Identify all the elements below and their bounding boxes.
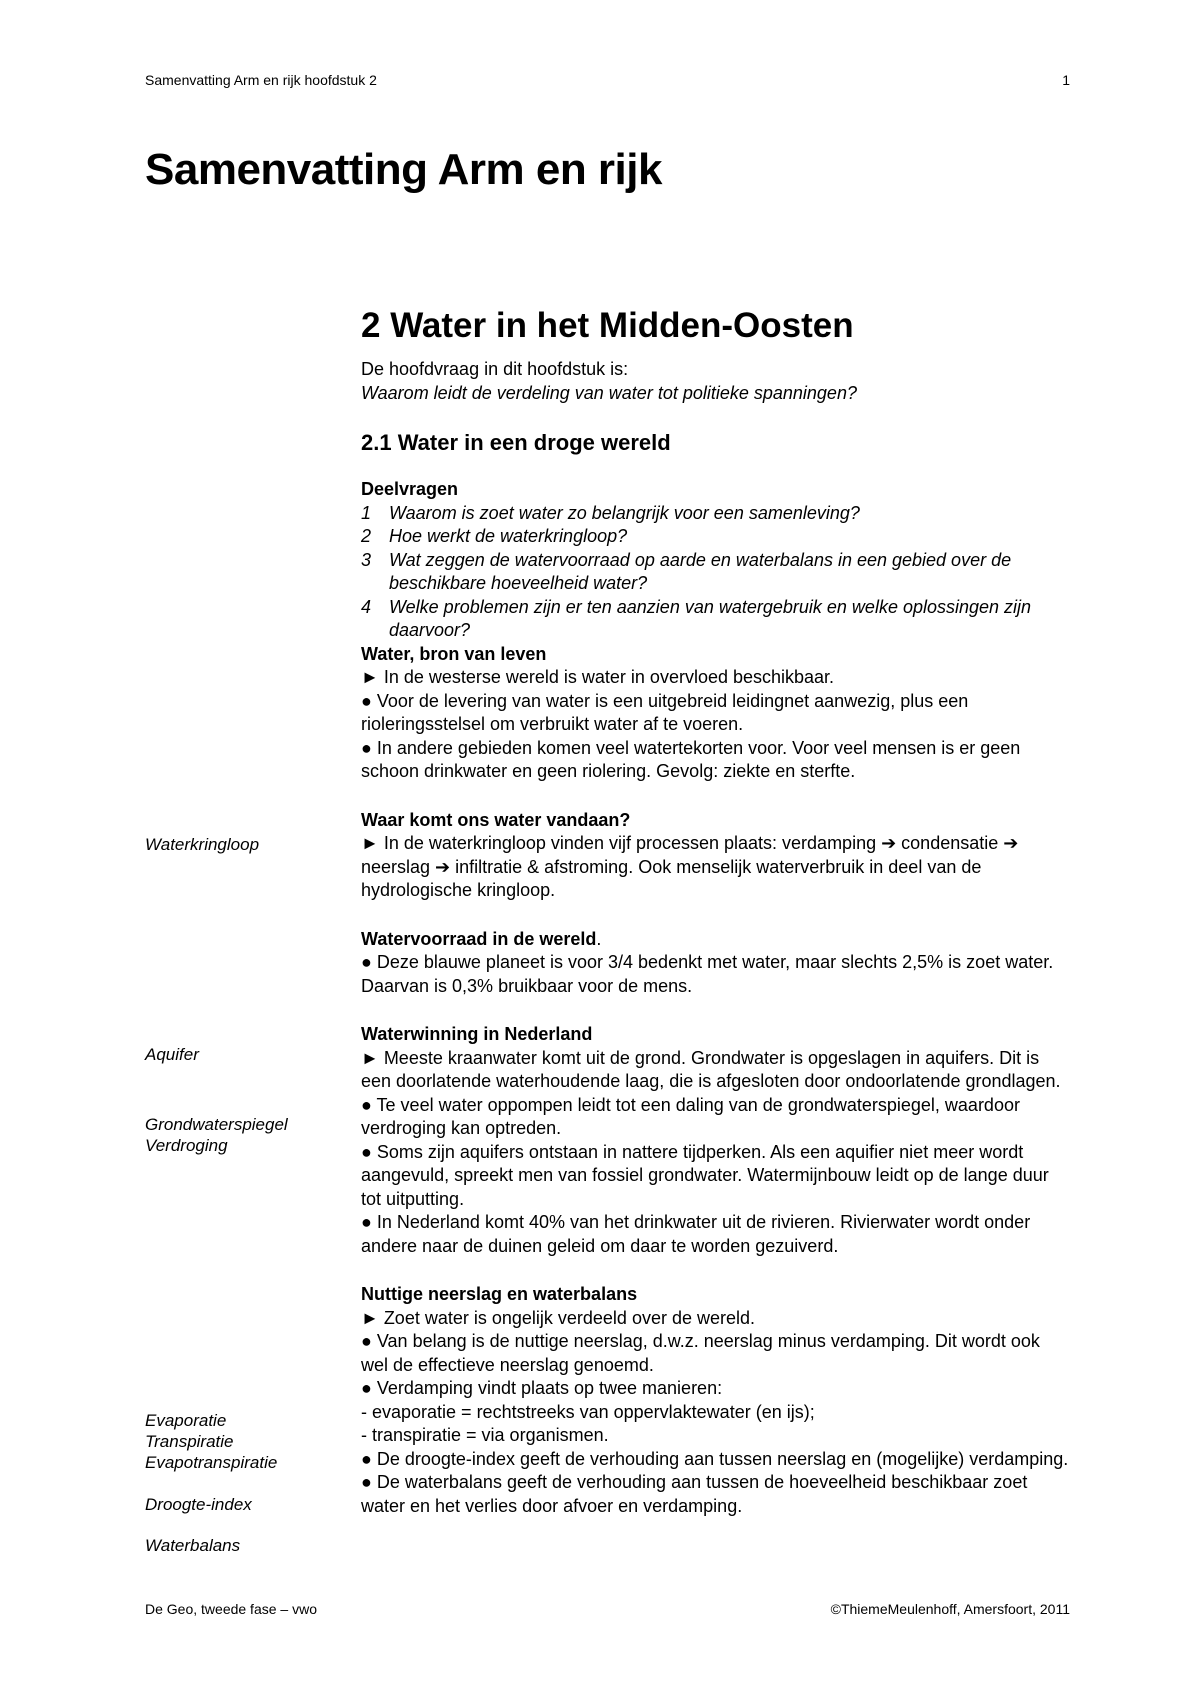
main-content [361, 358, 1071, 1518]
block-heading-bron: Water, bron van leven [361, 643, 547, 664]
margin-term-aquifer: Aquifer [145, 1045, 199, 1064]
block-line: ► Meeste kraanwater komt uit de grond. Grondwater is opgeslagen in aquifers. Dit is een doorlatende waterhoudende laag, die is afgesloten door ondoorlatende grondlagen. [361, 1047, 1061, 1091]
margin-term-transpiratie: Transpiratie [145, 1432, 234, 1451]
block-line: ● Van belang is de nuttige neerslag, d.w.z. neerslag minus verdamping. Dit wordt ook wel de effectieve neerslag genoemd. [361, 1331, 1040, 1375]
block-heading-vandaan: Waar komt ons water vandaan? [361, 809, 631, 830]
margin-term-waterbalans: Waterbalans [145, 1536, 241, 1555]
running-header: Samenvatting Arm en rijk hoofdstuk 2 [145, 72, 377, 88]
block-line: - evaporatie = rechtstreeks van oppervlaktewater (en ijs); [361, 1401, 815, 1422]
margin-term-evaporatie: Evaporatie [145, 1411, 227, 1430]
block-heading-balans: Nuttige neerslag en waterbalans [361, 1284, 638, 1304]
block-line: - transpiratie = via organismen. [361, 1425, 609, 1445]
block-line: ● Te veel water oppompen leidt tot een daling van de grondwaterspiegel, waardoor verdroging kan optreden. [361, 1094, 1020, 1138]
margin-term-droogte-index: Droogte-index [145, 1495, 252, 1514]
block-line: ● Voor de levering van water is een uitgebreid leidingnet aanwezig, plus een rioleringsstelsel om verbruikt water af te voeren. [361, 690, 969, 734]
block-heading-winning: Waterwinning in Nederland [361, 1024, 593, 1044]
deelvraag-item: 2 Hoe werkt de waterkringloop? [361, 526, 628, 546]
main-question: Waarom leidt de verdeling van water tot politieke spanningen? [361, 382, 857, 403]
deelvraag-item: 3 Wat zeggen de watervoorraad op aarde en waterbalans in een gebied over de beschikbare hoeveelheid water? [361, 549, 1012, 593]
block-line: ● De droogte-index geeft de verhouding aan tussen neerslag en (mogelijke) verdamping. [361, 1448, 1069, 1469]
deelvraag-item: 4 Welke problemen zijn er ten aanzien van watergebruik en welke oplossingen zijn daarvoor? [361, 596, 1032, 640]
block-line: ● Soms zijn aquifers ontstaan in nattere tijdperken. Als een aquifier niet meer wordt aangevuld, spreekt men van fossiel grondwater. Watermijnbouw leidt op de lange duur tot uitputting. [361, 1141, 1049, 1209]
margin-term-evapotranspiratie: Evapotranspiratie [145, 1453, 278, 1472]
document-title: Samenvatting Arm en rijk [145, 145, 662, 194]
margin-term-grondwaterspiegel: Grondwaterspiegel [145, 1115, 288, 1134]
chapter-title: 2 Water in het Midden-Oosten [361, 306, 854, 345]
margin-term-verdroging: Verdroging [145, 1136, 228, 1155]
section-title: 2.1 Water in een droge wereld [361, 430, 671, 455]
block-line: ● In Nederland komt 40% van het drinkwater uit de rivieren. Rivierwater wordt onder andere naar de duinen geleid om daar te worden gezuiverd. [361, 1212, 1031, 1256]
footer-left: De Geo, tweede fase – vwo [145, 1601, 317, 1617]
deelvraag-item: 1 Waarom is zoet water zo belangrijk voor een samenleving? [361, 502, 860, 523]
block-line: ► In de waterkringloop vinden vijf processen plaats: verdamping ➔ condensatie ➔ neerslag ➔ infiltratie & afstroming. Ook menselijk waterverbruik in deel van de hydrologische kringloop. [361, 833, 1019, 900]
page-number: 1 [1062, 72, 1070, 88]
deelvragen-list [361, 502, 1071, 643]
block-line: ● De waterbalans geeft de verhouding aan tussen de hoeveelheid beschikbaar zoet water en het verlies door afvoer en verdamping. [361, 1472, 1028, 1516]
chapter-intro: De hoofdvraag in dit hoofdstuk is: [361, 359, 629, 379]
margin-term-waterkringloop: Waterkringloop [145, 835, 260, 854]
block-line: ● In andere gebieden komen veel watertekorten voor. Voor veel mensen is er geen schoon drinkwater en geen riolering. Gevolg: ziekte en sterfte. [361, 737, 1021, 781]
footer-copyright: ©ThiemeMeulenhoff, Amersfoort, 2011 [830, 1601, 1070, 1617]
block-line: ● Verdamping vindt plaats op twee manieren: [361, 1378, 723, 1398]
deelvragen-heading: Deelvragen [361, 479, 459, 499]
block-line: ● Deze blauwe planeet is voor 3/4 bedenkt met water, maar slechts 2,5% is zoet water. Daarvan is 0,3% bruikbaar voor de mens. [361, 952, 1054, 996]
block-line: ► In de westerse wereld is water in overvloed beschikbaar. [361, 667, 835, 687]
block-line: ► Zoet water is ongelijk verdeeld over de wereld. [361, 1307, 756, 1328]
block-heading-voorraad: Watervoorraad in de wereld. [361, 928, 602, 949]
